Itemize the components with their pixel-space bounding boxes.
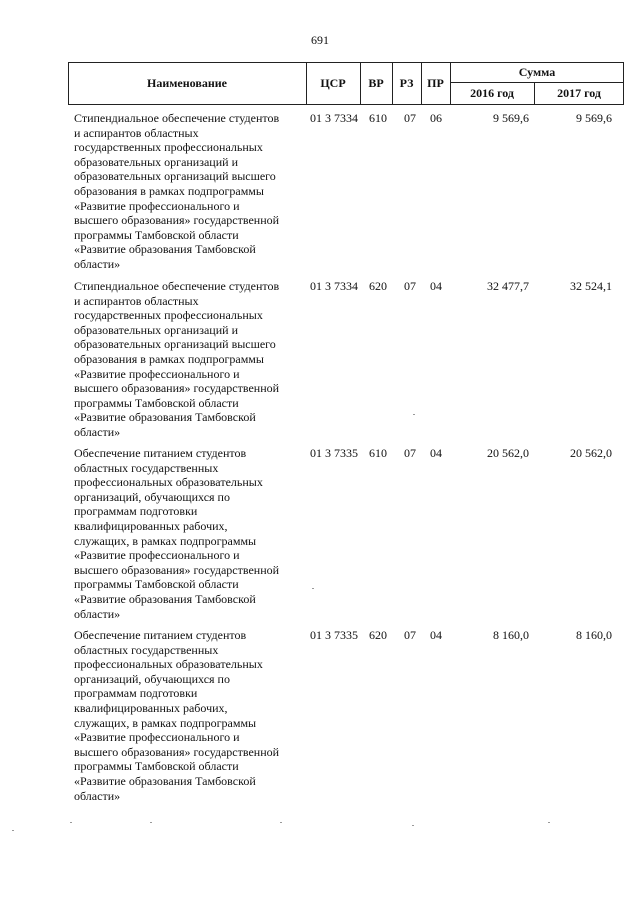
row-sum-2017: 8 160,0 (576, 628, 612, 642)
row-name: Стипендиальное обеспечение студентов и аспирантов областных государственных профессиональных образовательных организаций и образовательных организаций высшего образования в рамках подпрограммы «Развитие профессионального и высшего образования» государственной программы Тамбовской области «Развитие образования Тамбовской области» (74, 111, 280, 271)
scan-speck (280, 822, 282, 823)
row-name: Обеспечение питанием студентов областных государственных профессиональных образовательных организаций, обучающихся по программам подготовки квалифицированных рабочих, служащих, в рамках подпрограммы «Развитие профессионального и высшего образования» государственной программы Тамбовской области «Развитие образования Тамбовской области» (74, 446, 280, 621)
row-pr: 04 (430, 446, 442, 460)
row-rz: 07 (404, 279, 416, 293)
scan-speck (12, 830, 14, 831)
page-number: 691 (311, 33, 329, 47)
row-name: Стипендиальное обеспечение студентов и аспирантов областных государственных профессиональных образовательных организаций и образовательных организаций высшего образования в рамках подпрограммы «Развитие профессионального и высшего образования» государственной программы Тамбовской области «Развитие образования Тамбовской области» (74, 279, 280, 439)
header-sum: Сумма (518, 64, 556, 79)
row-csr: 01 3 7334 (310, 111, 358, 125)
row-name: Обеспечение питанием студентов областных государственных профессиональных образовательных организаций, обучающихся по программам подготовки квалифицированных рабочих, служащих, в рамках подпрограммы «Развитие профессионального и высшего образования» государственной программы Тамбовской области «Развитие образования Тамбовской области» (74, 628, 280, 803)
row-pr: 04 (430, 628, 442, 642)
scan-speck (70, 822, 72, 823)
scan-speck (150, 822, 152, 823)
scan-speck (312, 588, 314, 589)
row-vr: 620 (369, 628, 387, 642)
row-sum-2016: 20 562,0 (487, 446, 529, 460)
row-sum-2017: 32 524,1 (570, 279, 612, 293)
header-year-2016: 2016 год (470, 86, 514, 100)
header-rz: РЗ (399, 76, 414, 90)
row-rz: 07 (404, 111, 416, 125)
row-sum-2017: 20 562,0 (570, 446, 612, 460)
row-csr: 01 3 7335 (310, 446, 358, 460)
row-pr: 04 (430, 279, 442, 293)
row-vr: 610 (369, 446, 387, 460)
table-header (68, 62, 624, 105)
row-pr: 06 (430, 111, 442, 125)
header-year-2017: 2017 год (557, 86, 601, 100)
row-vr: 620 (369, 279, 387, 293)
scan-speck (548, 822, 550, 823)
scan-speck (412, 825, 414, 826)
header-pr: ПР (427, 76, 444, 90)
row-rz: 07 (404, 628, 416, 642)
row-csr: 01 3 7334 (310, 279, 358, 293)
scan-speck (413, 414, 415, 415)
row-rz: 07 (404, 446, 416, 460)
header-name: Наименование (147, 76, 227, 90)
header-csr: ЦСР (320, 76, 346, 90)
row-csr: 01 3 7335 (310, 628, 358, 642)
row-sum-2017: 9 569,6 (576, 111, 612, 125)
row-sum-2016: 32 477,7 (487, 279, 529, 293)
header-vr: ВР (368, 76, 384, 90)
row-sum-2016: 9 569,6 (493, 111, 529, 125)
row-vr: 610 (369, 111, 387, 125)
row-sum-2016: 8 160,0 (493, 628, 529, 642)
